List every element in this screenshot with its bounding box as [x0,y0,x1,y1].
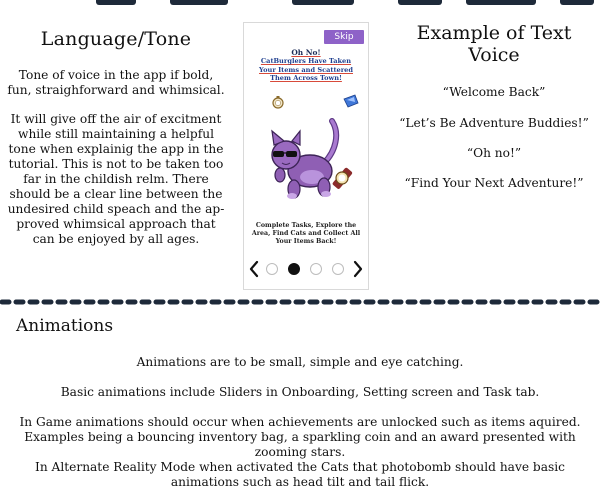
gem-icon [344,95,358,107]
onboarding-headline [252,49,360,83]
carousel-dot-4[interactable] [332,263,344,275]
onboarding-headline-exclaim: Oh No! [291,48,321,57]
carousel-dot-1[interactable] [266,263,278,275]
skip-button[interactable]: Skip [324,30,364,44]
animations-heading: Animations [16,316,114,336]
language-tone-section [0,22,232,247]
animations-para-1: Animations are to be small, simple and eye catching. [136,355,464,369]
animations-para-2: Basic animations include Sliders in Onboarding, Setting screen and Task tab. [60,385,540,399]
onboarding-headline-body: CatBurglers Have Taken Your Items and Scattered Them Across Town! [259,57,353,83]
tone-description: Tone of voice in the app if bold, fun, straighforward and whimsical. [7,68,225,97]
tone-guidance: It will give off the air of excitment while still maintaining a helpful tone when explainig the app in the tutorial. This is not to be taken too far in the childish relm. There should be a clear line between the undesired child speach and the ap-proved whimsical approach that can be enjoyed by all ages. [7,112,225,246]
chevron-left-icon[interactable] [248,259,260,279]
text-voice-section [388,22,600,66]
cropped-top-heading [0,0,600,6]
text-voice-heading: Example of Text Voice [416,22,572,66]
onboarding-illustration [244,93,369,233]
onboarding-carousel-nav [244,259,368,279]
language-tone-heading: Language/Tone [40,28,192,50]
onboarding-phone-mockup [243,22,369,290]
carousel-dot-3[interactable] [310,263,322,275]
pocket-watch-icon [273,96,283,108]
section-divider [0,298,600,306]
onboarding-caption: Complete Tasks, Explore the Area, Find Cats and Collect All Your Items Back! [251,222,361,245]
voice-example-4: “Find Your Next Adventure!” [404,176,584,190]
wristwatch-icon [332,167,353,190]
animations-para-3: In Game animations should occur when achievements are unlocked such as items aquired. Examples being a bouncing inventory bag, a sparkling coin and an award presented with zooming stars. [19,415,581,459]
voice-example-2: “Let’s Be Adventure Buddies!” [399,116,589,130]
animations-para-4: In Alternate Reality Mode when activated the Cats that photobomb should have basic animations such as head tilt and tail flick. [35,460,565,489]
voice-example-3: “Oh no!” [466,146,522,160]
voice-example-1: “Welcome Back” [442,85,546,99]
cat-mascot-icon [272,121,336,199]
chevron-right-icon[interactable] [352,259,364,279]
carousel-dot-2[interactable] [288,263,300,275]
